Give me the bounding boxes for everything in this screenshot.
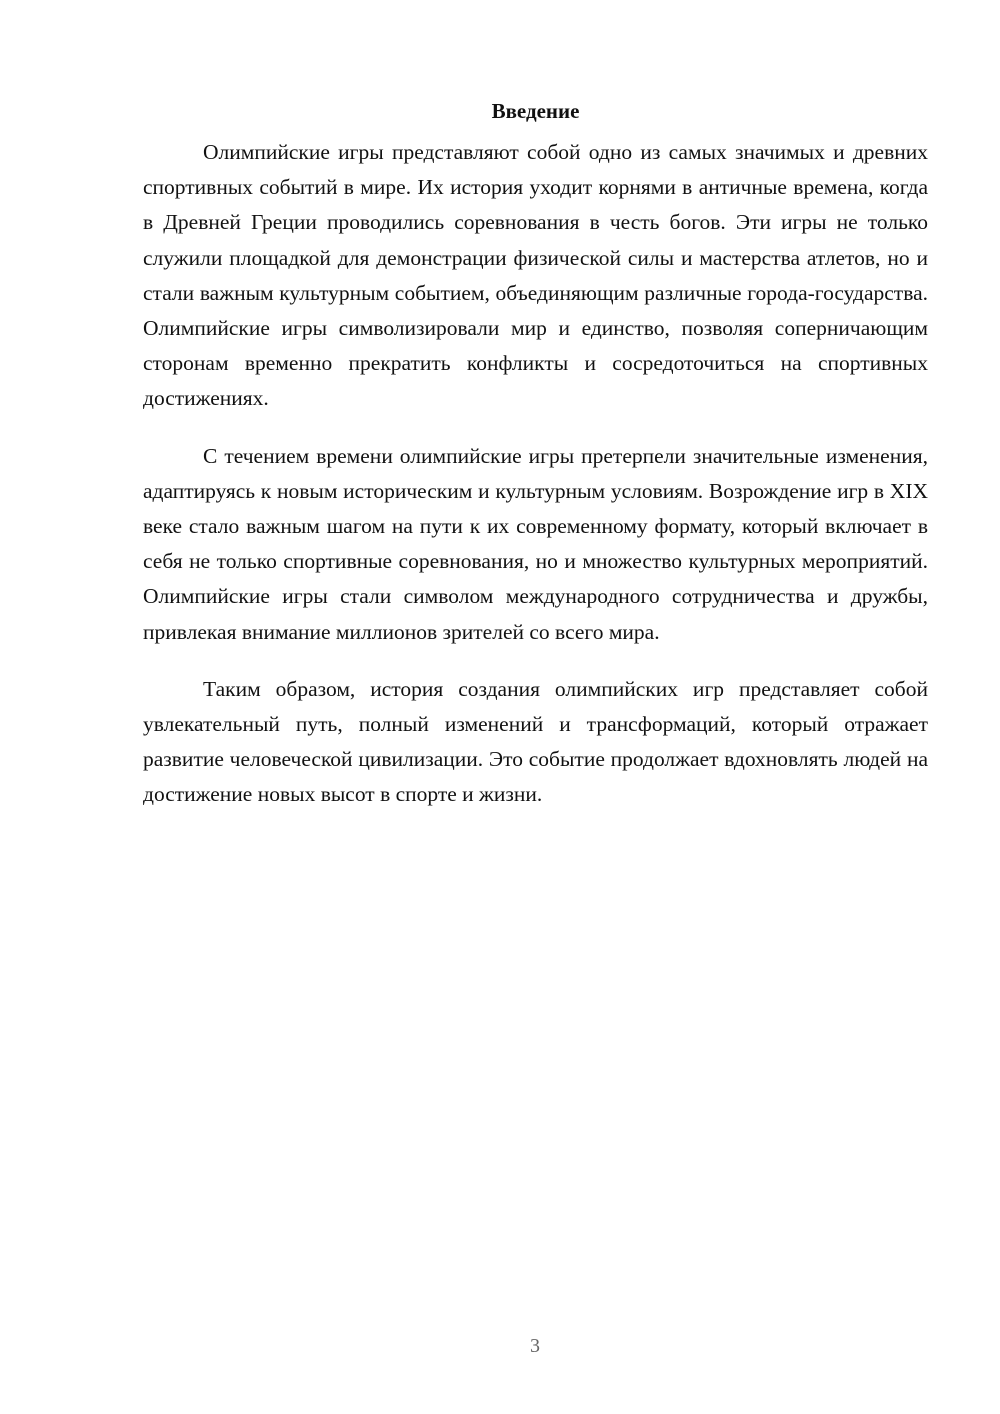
paragraph-2: С течением времени олимпийские игры претерпели значительные изменения, адаптируясь к новым историческим и культурным условиям. Возрождение игр в XIX веке стало важным шагом на пути к их современному формату, который включает в себя не только спортивные соревнования, но и множество культурных мероприятий. Олимпийские игры стали символом международного сотрудничества и дружбы, привлекая внимание миллионов зрителей со всего мира. [143, 443, 928, 644]
page-number: 3 [530, 1335, 540, 1357]
page-content [143, 96, 928, 835]
paragraph-3: Таким образом, история создания олимпийских игр представляет собой увлекательный путь, полный изменений и трансформаций, который отражает развитие человеческой цивилизации. Это событие продолжает вдохновлять людей на достижение новых высот в спорте и жизни. [143, 676, 928, 807]
section-title: Введение [491, 99, 580, 123]
paragraph-1: Олимпийские игры представляют собой одно из самых значимых и древних спортивных событий в мире. Их история уходит корнями в античные времена, когда в Древней Греции проводились соревнования в честь богов. Эти игры не только служили площадкой для демонстрации физической силы и мастерства атлетов, но и стали важным культурным событием, объединяющим различные города-государства. Олимпийские игры символизировали мир и единство, позволяя соперничающим сторонам временно прекратить конфликты и сосредоточиться на спортивных достижениях. [143, 140, 928, 411]
